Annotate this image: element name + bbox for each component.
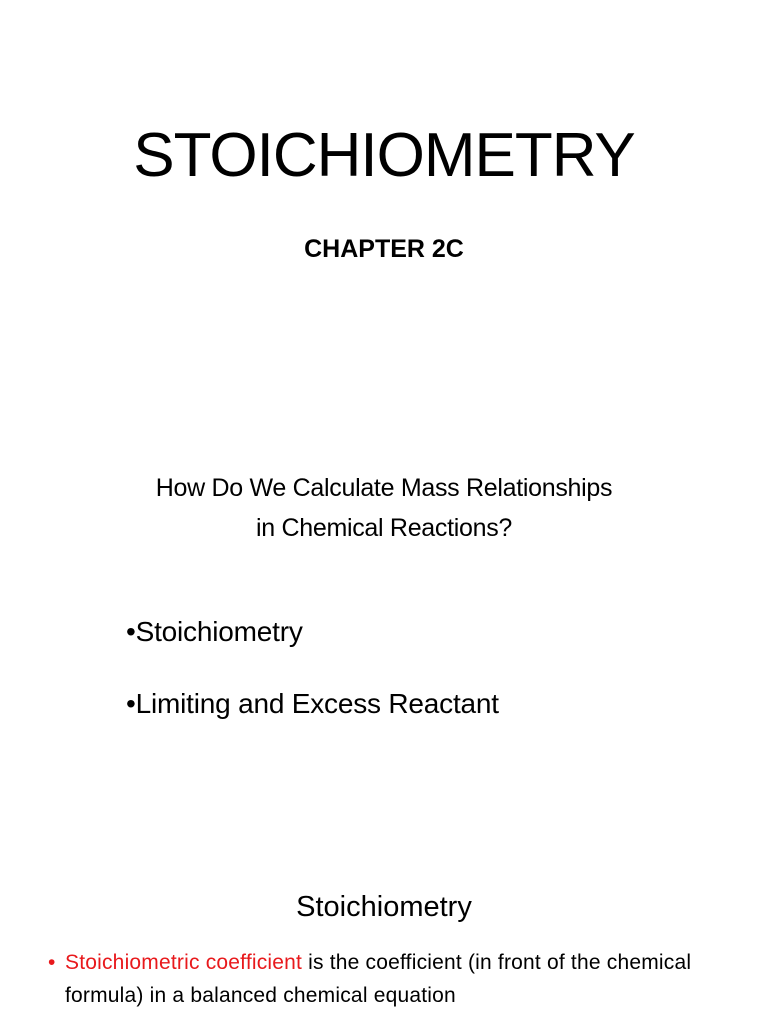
definition-bullet-dot: • <box>48 951 56 974</box>
bullet-dot: • <box>126 688 136 719</box>
bullet-item-limiting-reactant <box>126 685 499 723</box>
question-line-1: How Do We Calculate Mass Relationships <box>155 474 613 502</box>
bullet-item-label: Limiting and Excess Reactant <box>135 688 499 719</box>
bullet-item-label: Stoichiometry <box>135 616 303 647</box>
bullet-item-stoichiometry <box>126 613 303 651</box>
question-heading <box>0 468 768 548</box>
definition-paragraph <box>48 946 748 1012</box>
chapter-subtitle: CHAPTER 2C <box>304 235 464 263</box>
section-heading: Stoichiometry <box>296 891 472 923</box>
bullet-dot: • <box>126 616 136 647</box>
question-line-2: in Chemical Reactions? <box>255 514 513 542</box>
page-title: STOICHIOMETRY <box>133 121 635 190</box>
definition-rest: is the coefficient (in front of the chemical formula) in a balanced chemical equation <box>65 951 692 1007</box>
definition-text <box>65 946 748 1012</box>
definition-term: Stoichiometric coefficient <box>65 951 303 974</box>
